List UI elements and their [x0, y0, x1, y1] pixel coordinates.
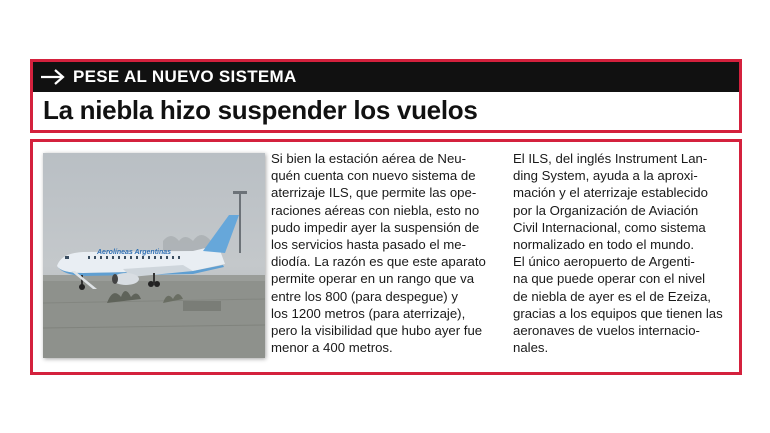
article-line: El único aeropuerto de Argenti- — [513, 254, 695, 270]
article-line: menor a 400 metros. — [271, 340, 393, 356]
article-line: ding System, ayuda a la aproxi- — [513, 168, 698, 184]
article-line: mación y el aterrizaje establecido — [513, 185, 708, 201]
article-line: pudo impedir ayer la suspensión de — [271, 219, 480, 235]
article-line: pero la visibilidad que hubo ayer fue — [271, 323, 483, 339]
article-body-box — [30, 139, 742, 375]
article-line: aterrizaje ILS, que permite las ope- — [271, 185, 477, 201]
article-line: diodía. La razón es que este aparato — [271, 254, 486, 270]
kicker-text: PESE AL NUEVO SISTEMA — [73, 67, 297, 86]
article-line: aeronaves de vuelos internacio- — [513, 323, 700, 339]
article-line: normalizado en todo el mundo. — [513, 237, 695, 253]
article-line: raciones aéreas con niebla, esto no — [271, 202, 480, 218]
airline-lettering: Aerolíneas Argentinas — [97, 249, 172, 256]
article-line: nales. — [513, 340, 549, 356]
article-line: por la Organización de Aviación — [513, 202, 699, 218]
article-column-2 — [513, 150, 735, 356]
article-line: na que puede operar con el nivel — [513, 271, 706, 287]
article-column-1 — [271, 150, 497, 356]
article-line: Si bien la estación aérea de Neu- — [271, 151, 467, 166]
article-line: El ILS, del inglés Instrument Lan- — [513, 151, 708, 166]
headline-box — [30, 59, 742, 133]
kicker-bar — [33, 62, 739, 92]
arrow-right-icon — [39, 67, 67, 87]
headline: La niebla hizo suspender los vuelos — [43, 95, 478, 125]
article-line: quén cuenta con nuevo sistema de — [271, 168, 476, 184]
article-line: Civil Internacional, como sistema — [513, 219, 706, 235]
article-line: los servicios hasta pasado el me- — [271, 237, 466, 253]
article-line: entre los 800 (para despegue) y — [271, 288, 458, 304]
article-line: gracias a los equipos que tienen las — [513, 305, 723, 321]
article-line: de niebla de ayer es el de Ezeiza, — [513, 288, 711, 304]
article-line: los 1200 metros (para aterrizaje), — [271, 305, 466, 321]
airplane-photo — [43, 153, 265, 358]
article-line: permite operar en un rango que va — [271, 271, 475, 287]
